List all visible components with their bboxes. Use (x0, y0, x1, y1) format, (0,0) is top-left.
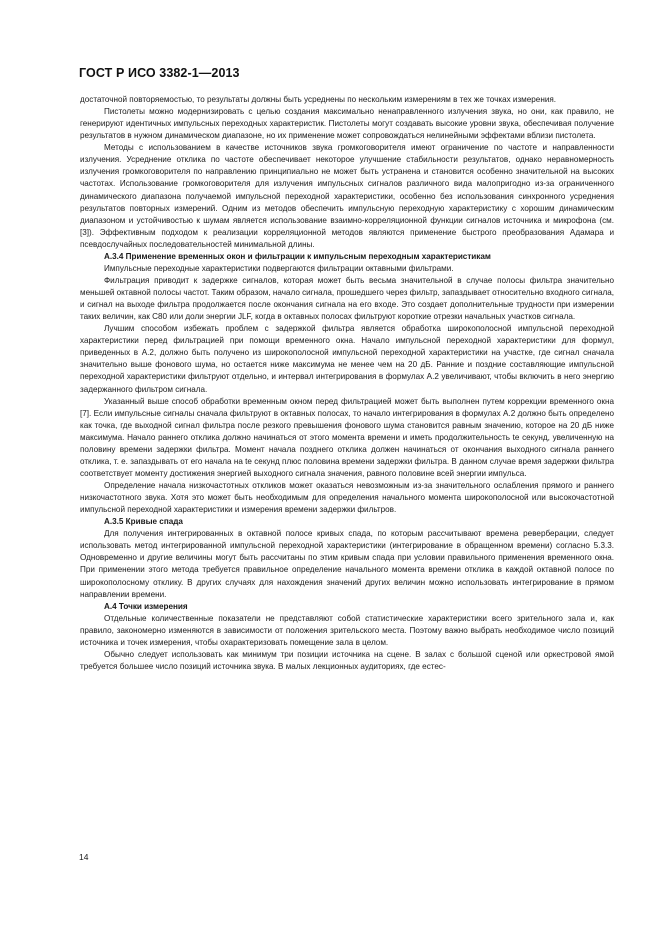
paragraph-source-positions: Обычно следует использовать как минимум три позиции источника на сцене. В залах с большой сценой или оркестровой ямой требуется большее число позиций источника звука. В малых лекционных аудиториях, где естес- (80, 649, 614, 671)
page-number: 14 (79, 852, 89, 862)
paragraph-pistols: Пистолеты можно модернизировать с целью создания максимально ненаправленного излучения звука, но они, как правило, не генерируют идентичных импульсных переходных характеристик. Пистолеты могут создавать высокие уровни звука, обеспечивая получение результатов в нужном динамическом диапазоне, но их применение может сопровождаться нелинейными эффектами вблизи пистолета. (80, 107, 614, 141)
paragraph-continuation: достаточной повторяемостью, то результаты должны быть усреднены по нескольким измерениям в тех же точках измерения. (80, 95, 557, 104)
section-heading-a-4: А.4 Точки измерения (104, 601, 188, 611)
document-body (80, 94, 614, 673)
paragraph-broadband-window: Лучшим способом избежать проблем с задержкой фильтра является обработка широкополосной импульсной переходной характеристики перед фильтрацией при помощи временного окна. Начало импульсной переходной характеристики для формул, приведенных в А.2, должно быть получено из широкополосной импульсной переходной характеристики на участке, где сигнал сначала значительно выше фонового шума, но остается ниже максимума не менее чем на 20 дБ. Ранние и поздние составляющие импульсной переходной характеристики фильтруют отдельно, и интервал интегрирования в формулах А.2 увеличивают, чтобы включить в него энергию задержанного фильтром сигнала. (80, 324, 614, 394)
paragraph-decay-curves: Для получения интегрированных в октавной полосе кривых спада, по которым рассчитывают времена реверберации, следует использовать метод интегрированной импульсной переходной характеристики (интегрирование в обращенном времени) согласно 5.3.3. Одновременно и другие величины могут быть рассчитаны по этим кривым спада при условии правильного применения временного окна. При применении этого метода требуется правильное определение начального момента времени отклика в каждой октавной полосе по широкополосному отклику. В других случаях для нахождения значений других величин можно использовать интегрирование в прямом направлении времени. (80, 529, 614, 599)
page-header-standard-title: ГОСТ Р ИСО 3382-1—2013 (79, 66, 240, 80)
paragraph-loudspeaker-methods: Методы с использованием в качестве источников звука громкоговорителя имеют ограничение по частоте и направленности излучения. Усреднение отклика по частоте обеспечивает некоторое улучшение стабильности результатов, однако неравномерность излучения громкоговорителя по направлению принципиально не может быть устранена и становится особенно значительной на высоких частотах. Использование громкоговорителя для излучения импульсных сигналов различного вида малопригодно из-за ограниченного динамического диапазона получаемой импульсной переходной характеристики, особенно без использования синхронного усреднения результатов повторных измерений. Одним из методов обеспечить импульсную переходную характеристику с хорошим динамическим диапазоном и устойчивостью к шумам является использование взаимно-корреляционной функции сигналов источника и микрофона (см. [3]). Эффективным подходом к реализации корреляционной методов являются применение быстрого преобразования Адамара и псевдослучайных последовательностей минимальной длины. (80, 143, 614, 249)
paragraph-filter-delay: Фильтрация приводит к задержке сигналов, которая может быть весьма значительной в случае полосы фильтра значительно меньшей октавной полосы частот. Таким образом, начало сигнала, прошедшего через фильтр, запаздывает относительно входного сигнала, и сигнал на выходе фильтра продолжается после окончания сигнала на его входе. Это создает дополнительные трудности при измерении таких величин, как C80 или доли энергии JLF, когда в октавных полосах фильтруют короткие отрезки начальных участков сигнала. (80, 275, 614, 322)
paragraph-window-correction: Указанный выше способ обработки временным окном перед фильтрацией может быть выполнен путем коррекции временного окна [7]. Если импульсные сигналы сначала фильтруют в октавных полосах, то начало интегрирования в формулах А.2 должно быть определено как точка, где выходной сигнал фильтра после резкого превышения фонового шума становится равным значению, которое на 20 дБ ниже максимума. Начало раннего отклика должно начинаться от этого момента времени и иметь продолжительность te секунд, увеличенную на половину времени задержки фильтра. Момент начала позднего отклика должен начинаться от окончания выходного сигнала раннего отклика, т. е. запаздывать от его начала на te секунд плюс половина времени задержки фильтра. В данном случае время задержки фильтра соответствует моменту достижения энергией выходного сигнала значения, равного половине всей энергии импульса. (80, 396, 614, 478)
paragraph-measurement-positions: Отдельные количественные показатели не представляют собой статистические характеристики всего зрительного зала и, как правило, закономерно изменяются в зависимости от положения зрительского места. Поэтому важно выбрать необходимое число позиций источника и точек измерения, чтобы охарактеризовать помещение зала в целом. (80, 613, 614, 647)
section-heading-a-3-5: А.3.5 Кривые спада (104, 517, 183, 527)
paragraph-low-frequency-onset: Определение начала низкочастотных откликов может оказаться невозможным из-за значительного ослабления прямого и раннего низкочастотного звука. Хотя это может быть необходимым для определения начального момента широкополосной или высокочастотной импульсной переходной характеристики и измерения времени задержки фильтров. (80, 481, 614, 515)
section-heading-a-3-4: А.3.4 Применение временных окон и фильтрации к импульсным переходным характеристикам (104, 251, 491, 261)
paragraph-octave-filtering: Импульсные переходные характеристики подвергаются фильтрации октавными фильтрами. (104, 263, 454, 273)
